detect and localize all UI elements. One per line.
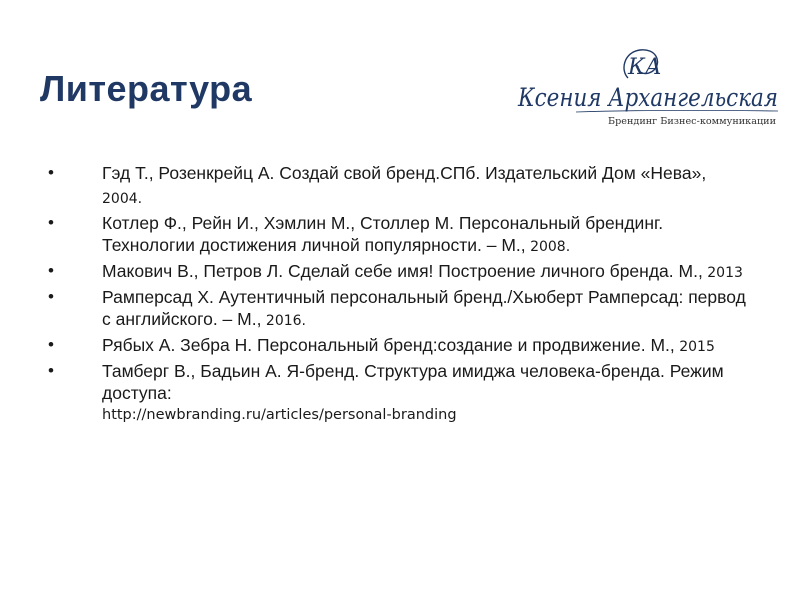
bullet-icon: •: [48, 213, 54, 232]
slide-title: Литература: [40, 68, 253, 109]
reference-text: Котлер Ф., Рейн И., Хэмлин М., Столлер М. Персональный брендинг. Технологии достижения личной популярности. – М.,: [102, 213, 664, 255]
reference-year: 2016.: [261, 313, 306, 329]
list-item: [48, 286, 748, 332]
bullet-icon: •: [48, 261, 54, 280]
list-item: [48, 212, 748, 258]
reference-text: Тамберг В., Бадьин А. Я-бренд. Структура имиджа человека-бренда. Режим доступа:: [102, 361, 724, 403]
reference-link[interactable]: http://newbranding.ru/articles/personal-branding: [102, 407, 457, 423]
logo-subtitle: Брендинг Бизнес-коммуникации: [608, 116, 776, 127]
reference-year: 2008.: [525, 239, 571, 255]
list-item: [48, 360, 748, 426]
bullet-icon: •: [48, 335, 54, 354]
reference-text: Макович В., Петров Л. Сделай себе имя! Построение личного бренда. М.,: [102, 261, 703, 281]
brand-logo: [516, 40, 781, 130]
reference-year: 2013: [702, 265, 743, 281]
reference-text: Гэд Т., Розенкрейц А. Создай свой бренд.СПб. Издательский Дом «Нева»,: [102, 163, 707, 183]
brand-logo-graphic: [516, 40, 781, 130]
logo-name: Ксения Архангельская: [517, 83, 778, 112]
list-item: [48, 260, 748, 284]
bullet-icon: •: [48, 287, 54, 306]
reference-year: 2015: [674, 339, 715, 355]
logo-monogram: КА: [628, 55, 662, 80]
bullet-icon: •: [48, 361, 54, 380]
reference-year: 2004.: [102, 191, 143, 207]
list-item: [48, 334, 748, 358]
list-item: [48, 162, 748, 210]
reference-text: Рамперсад Х. Аутентичный персональный бренд./Хьюберт Рамперсад: первод с английского. – М.,: [102, 287, 746, 329]
reference-text: Рябых А. Зебра Н. Персональный бренд:создание и продвижение. М.,: [102, 335, 675, 355]
reference-list: [48, 162, 748, 428]
bullet-icon: •: [48, 163, 54, 182]
